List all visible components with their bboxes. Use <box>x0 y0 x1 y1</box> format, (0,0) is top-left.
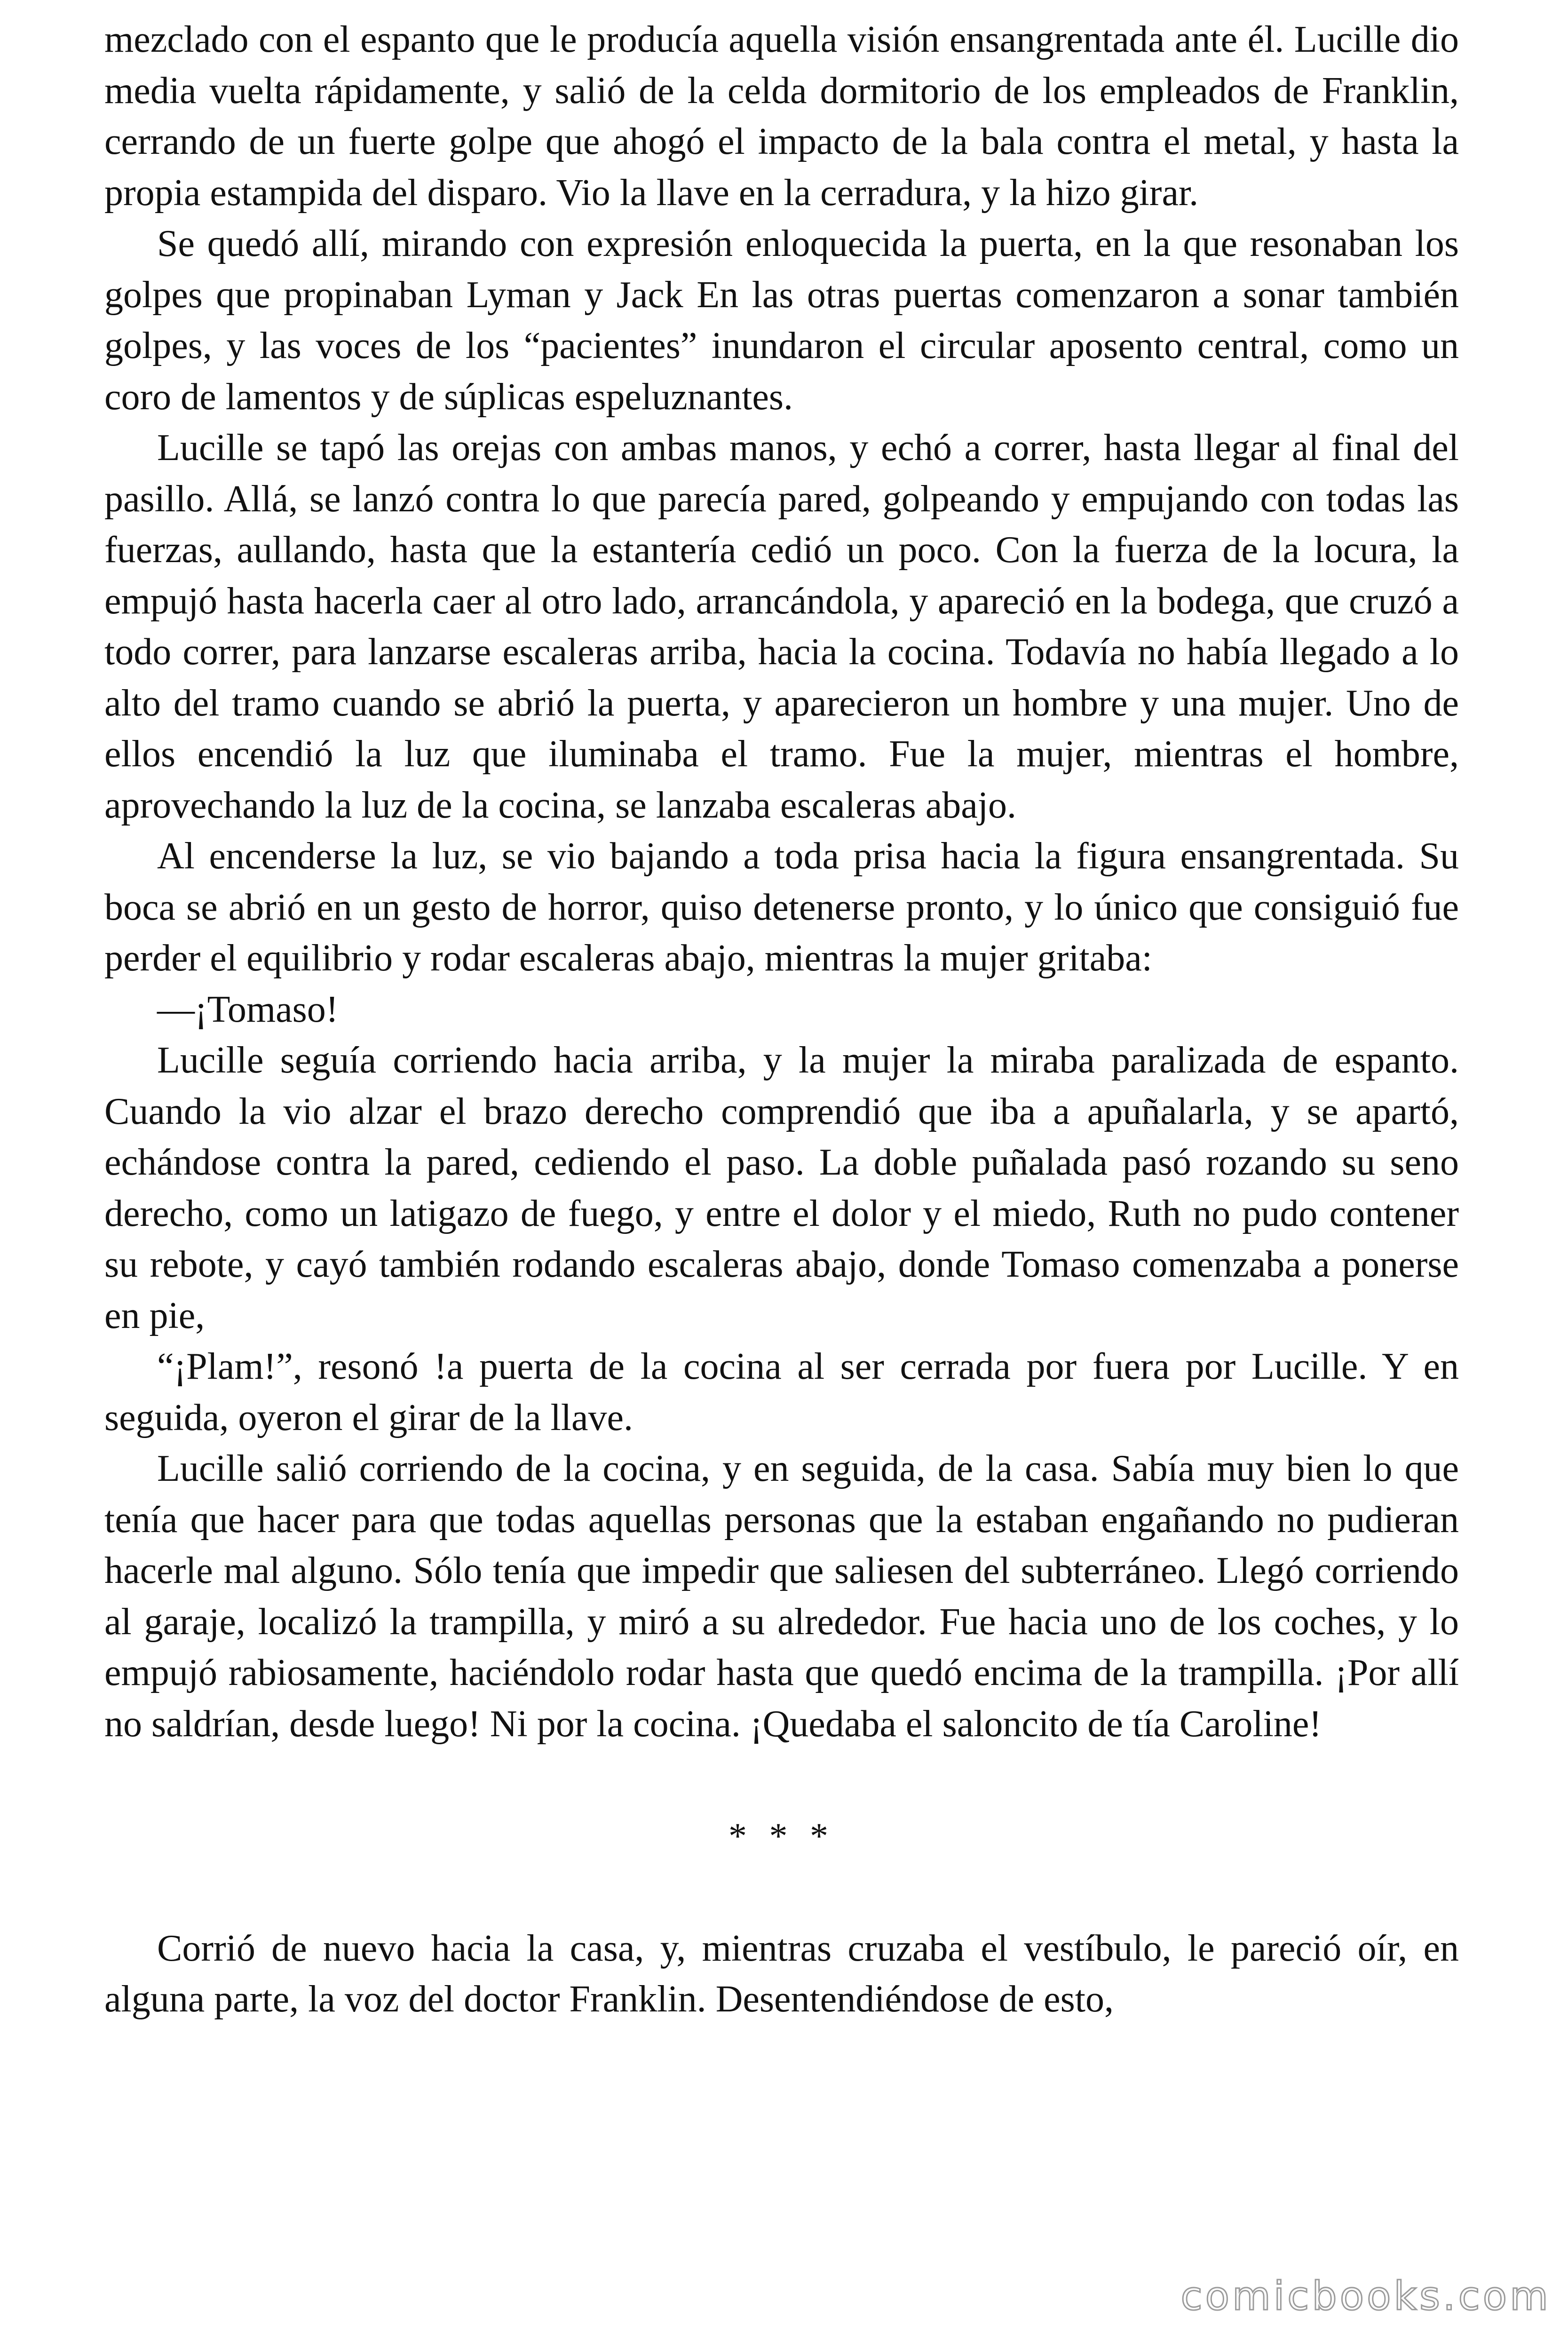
paragraph: Al encenderse la luz, se vio bajando a toda prisa hacia la figura ensangrentada. Su boca se abrió en un gesto de horror, quiso detenerse pronto, y lo único que consiguió fue perder el equilibrio y rodar escaleras abajo, mientras la mujer gritaba: <box>104 835 1459 979</box>
dialogue-line: —¡Tomaso! <box>157 988 339 1030</box>
paragraph: Lucille salió corriendo de la cocina, y en seguida, de la casa. Sabía muy bien lo que tenía que hacer para que todas aquellas personas que la estaban engañando no pudieran hacerle mal alguno. Sólo tenía que impedir que saliesen del subterráneo. Llegó corriendo al garaje, localizó la trampilla, y miró a su alrededor. Fue hacia uno de los coches, y lo empujó rabiosamente, haciéndolo rodar hasta que quedó encima de la trampilla. ¡Por allí no saldrían, desde luego! Ni por la cocina. ¡Quedaba el saloncito de tía Caroline! <box>104 1448 1459 1745</box>
paragraph: “¡Plam!”, resonó !a puerta de la cocina al ser cerrada por fuera por Lucille. Y en seguida, oyeron el girar de la llave. <box>104 1346 1459 1438</box>
watermark: comicbooks.com <box>1180 2273 1551 2319</box>
section-separator: * * * <box>729 1815 835 1856</box>
paragraph: Lucille seguía corriendo hacia arriba, y la mujer la miraba paralizada de espanto. Cuando la vio alzar el brazo derecho comprendió que iba a apuñalarla, y se apartó, echándose contra la pared, cediendo el paso. La doble puñalada pasó rozando su seno derecho, como un latigazo de fuego, y entre el dolor y el miedo, Ruth no pudo contener su rebote, y cayó también rodando escaleras abajo, donde Tomaso comenzaba a ponerse en pie, <box>104 1040 1459 1336</box>
document-body <box>104 14 1459 2025</box>
paragraph: Corrió de nuevo hacia la casa, y, mientras cruzaba el vestíbulo, le pareció oír, en alguna parte, la voz del doctor Franklin. Desentendiéndose de esto, <box>104 1927 1459 2020</box>
paragraph: Se quedó allí, mirando con expresión enloquecida la puerta, en la que resonaban los golpes que propinaban Lyman y Jack En las otras puertas comenzaron a sonar también golpes, y las voces de los “pacientes” inundaron el circular aposento central, como un coro de lamentos y de súplicas espeluznantes. <box>104 223 1459 418</box>
paragraph: Lucille se tapó las orejas con ambas manos, y echó a correr, hasta llegar al final del pasillo. Allá, se lanzó contra lo que parecía pared, golpeando y empujando con todas las fuerzas, aullando, hasta que la estantería cedió un poco. Con la fuerza de la locura, la empujó hasta hacerla caer al otro lado, arrancándola, y apareció en la bodega, que cruzó a todo correr, para lanzarse escaleras arriba, hacia la cocina. Todavía no había llegado a lo alto del tramo cuando se abrió la puerta, y aparecieron un hombre y una mujer. Uno de ellos encendió la luz que iluminaba el tramo. Fue la mujer, mientras el hombre, aprovechando la luz de la cocina, se lanzaba escaleras abajo. <box>104 427 1459 826</box>
paragraph: mezclado con el espanto que le producía aquella visión ensangrentada ante él. Lucille dio media vuelta rápidamente, y salió de la celda dormitorio de los empleados de Franklin, cerrando de un fuerte golpe que ahogó el impacto de la bala contra el metal, y hasta la propia estampida del disparo. Vio la llave en la cerradura, y la hizo girar. <box>104 19 1459 214</box>
